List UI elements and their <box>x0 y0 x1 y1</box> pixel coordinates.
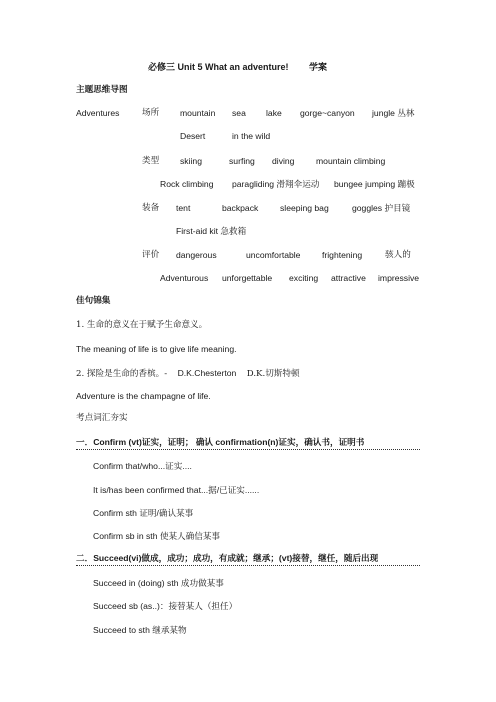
evaluation-label: 评价 <box>142 250 160 260</box>
quote-1-cn: 1. 生命的意义在于赋予生命意义。 <box>76 320 208 330</box>
section-2-item: Succeed sb (as..)：接替某人（担任） <box>93 601 238 611</box>
section-2-title: 二．Succeed(vi)做成，成功；成功，有成就；继承；(vt)接替，继任，随后出现 <box>76 553 379 563</box>
quote-2-en: Adventure is the champagne of life. <box>76 391 211 401</box>
type-item: diving <box>272 156 295 166</box>
section-1-item: Confirm sb in sth 使某人确信某事 <box>93 531 221 541</box>
evaluation-item: Adventurous <box>160 273 209 283</box>
place-item: sea <box>232 108 246 118</box>
quote-2-author: D.K.Chesterton <box>177 368 237 378</box>
type-item: surfing <box>229 156 255 166</box>
section-2-divider <box>76 565 420 566</box>
quote-2-text: 2. 探险是生命的香槟。- <box>76 369 168 379</box>
equipment-item: First-aid kit 急救箱 <box>176 226 247 236</box>
quote-2-cn <box>76 368 300 380</box>
equipment-item: backpack <box>222 203 259 213</box>
page-title <box>148 62 327 73</box>
evaluation-item: frightening <box>322 250 363 260</box>
section-1-item: Confirm sth 证明/确认某事 <box>93 508 194 518</box>
mindmap-root: Adventures <box>76 108 120 118</box>
evaluation-item: exciting <box>289 273 319 283</box>
quote-2-author-cn: D.K.切斯特顿 <box>246 369 300 379</box>
place-item: Desert <box>180 131 206 141</box>
section-1-divider <box>76 449 420 450</box>
place-item: gorge~canyon <box>300 108 355 118</box>
evaluation-item: dangerous <box>176 250 217 260</box>
types-label: 类型 <box>142 156 160 166</box>
evaluation-item: unforgettable <box>222 273 273 283</box>
evaluation-item: 骇人的 <box>385 250 411 260</box>
section-1-item: Confirm that/who...证实.... <box>93 461 192 471</box>
place-item: jungle 丛林 <box>372 108 415 118</box>
place-item: lake <box>266 108 282 118</box>
section-2-item: Succeed to sth 继承某物 <box>93 625 187 635</box>
section-2-item: Succeed in (doing) sth 成功做某事 <box>93 578 224 588</box>
evaluation-item: attractive <box>331 273 366 283</box>
evaluation-item: impressive <box>378 273 420 283</box>
section-1-item: It is/has been confirmed that...据/已证实...... <box>93 485 260 495</box>
type-item: mountain climbing <box>316 156 386 166</box>
equipment-item: tent <box>176 203 191 213</box>
equipment-label: 装备 <box>142 203 160 213</box>
vocab-heading: 考点词汇夯实 <box>76 413 128 423</box>
type-item: paragliding 滑翔伞运动 <box>232 179 320 189</box>
place-item: mountain <box>180 108 216 118</box>
evaluation-item: uncomfortable <box>246 250 301 260</box>
section-1-title: 一．Confirm (vt)证实，证明； 确认 confirmation(n)证实，确认书，证明书 <box>76 437 365 447</box>
places-label: 场所 <box>142 108 160 118</box>
type-item: skiing <box>180 156 202 166</box>
equipment-item: goggles 护目镜 <box>352 203 411 213</box>
mindmap-heading: 主题思维导图 <box>76 85 128 95</box>
equipment-item: sleeping bag <box>280 203 329 213</box>
title-text: 必修三 Unit 5 What an adventure! <box>148 62 289 72</box>
place-item: in the wild <box>232 131 271 141</box>
type-item: Rock climbing <box>160 179 214 189</box>
quotes-heading: 佳句锦集 <box>76 296 111 306</box>
type-item: bungee jumping 蹦极 <box>334 179 415 189</box>
title-tag: 学案 <box>309 62 328 72</box>
quote-1-en: The meaning of life is to give life meaning. <box>76 344 237 354</box>
